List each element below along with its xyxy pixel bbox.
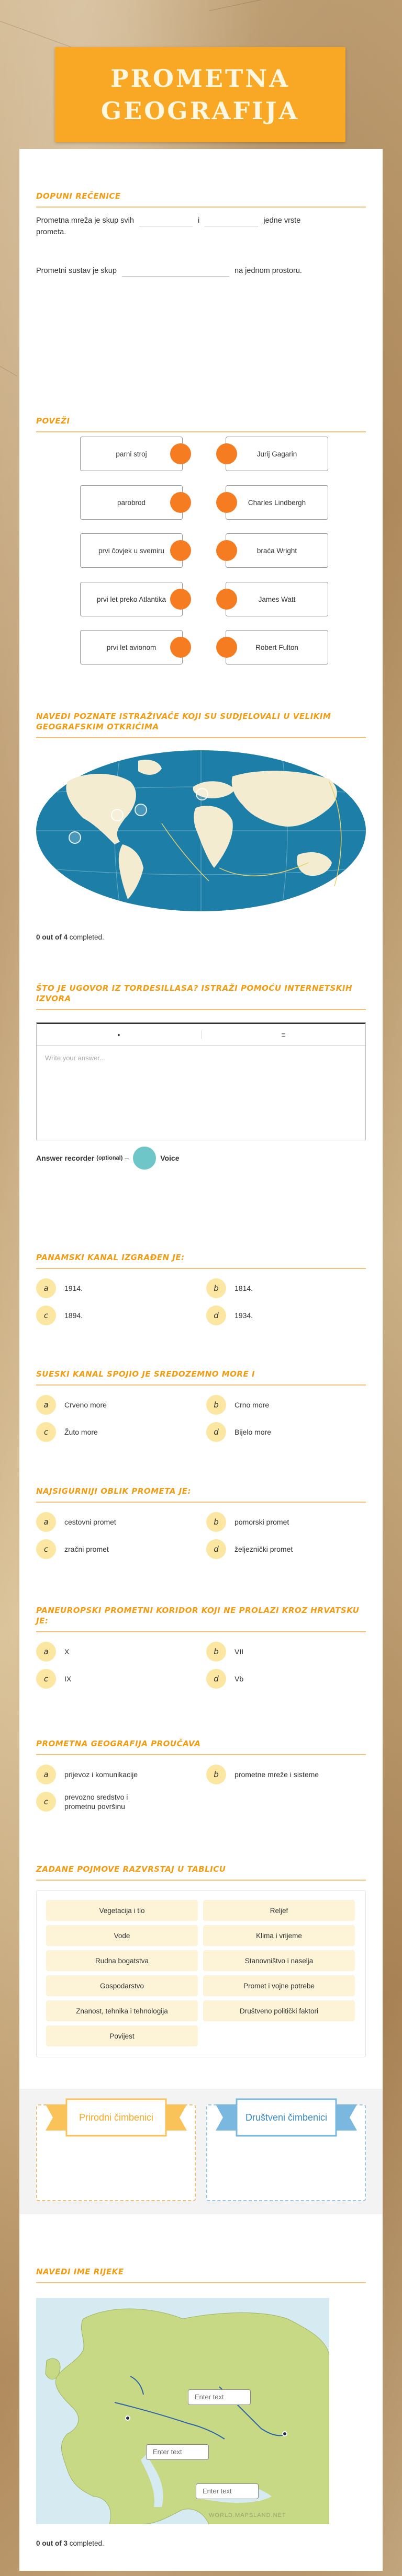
hotspot-marker[interactable] xyxy=(111,809,124,821)
option-letter-badge: c xyxy=(36,1422,56,1442)
option-text: IX xyxy=(64,1675,72,1683)
river-label-input[interactable]: Enter text xyxy=(196,2483,259,2499)
answer-option[interactable] xyxy=(206,1669,363,1689)
option-text: Bijelo more xyxy=(234,1428,272,1436)
list-button[interactable]: • xyxy=(117,1031,120,1039)
match-connector-dot[interactable] xyxy=(216,492,237,513)
answer-placeholder[interactable]: Write your answer... xyxy=(45,1054,105,1062)
mc-safest-section xyxy=(36,1486,366,1554)
option-letter-badge: a xyxy=(36,1512,56,1532)
match-connector-dot[interactable] xyxy=(170,589,191,610)
option-letter-badge: b xyxy=(206,1395,226,1415)
answer-option[interactable] xyxy=(206,1278,363,1298)
blank-input[interactable] xyxy=(205,218,258,226)
draggable-term[interactable]: Vegetacija i tlo xyxy=(46,1900,198,1921)
section-title: ZADANE POJMOVE RAZVRSTAJ U TABLICU xyxy=(36,1864,366,1881)
section-title: PANAMSKI KANAL IZGRAĐEN JE: xyxy=(36,1252,366,1269)
option-text: Vb xyxy=(234,1675,244,1683)
draggable-term[interactable]: Vode xyxy=(46,1925,198,1946)
river-label-input[interactable]: Enter text xyxy=(188,2389,251,2405)
match-connector-dot[interactable] xyxy=(216,540,237,561)
option-letter-badge: d xyxy=(206,1539,226,1559)
option-letter-badge: c xyxy=(36,1306,56,1325)
match-right-item[interactable]: Jurij Gagarin xyxy=(226,437,328,471)
answer-option[interactable] xyxy=(36,1669,193,1689)
answer-option[interactable] xyxy=(206,1306,363,1325)
option-text: Crveno more xyxy=(64,1401,107,1409)
answer-option[interactable] xyxy=(36,1512,193,1532)
river-marker xyxy=(125,2415,130,2421)
option-text: Žuto more xyxy=(64,1428,98,1436)
world-map-image xyxy=(36,750,366,911)
option-letter-badge: b xyxy=(206,1278,226,1298)
match-connector-dot[interactable] xyxy=(170,540,191,561)
match-connector-dot[interactable] xyxy=(216,589,237,610)
match-left-item[interactable]: prvi let avionom xyxy=(80,630,183,665)
answer-option[interactable] xyxy=(36,1539,193,1559)
europe-map-image xyxy=(36,2298,329,2524)
map-watermark: WORLD.MAPSLAND.NET xyxy=(209,2512,286,2518)
bucket-natural-title: Prirodni čimbenici xyxy=(79,2112,154,2123)
hotspot-marker[interactable] xyxy=(135,804,147,816)
hotspot-progress: 0 out of 4 completed. xyxy=(36,933,104,941)
option-text: cestovni promet xyxy=(64,1518,116,1526)
option-text: X xyxy=(64,1647,70,1656)
europe-map xyxy=(36,2298,329,2524)
open-question-section xyxy=(36,983,366,1010)
blank-input[interactable] xyxy=(139,218,193,226)
section-title: NAVEDI POZNATE ISTRAŽIVAČE KOJI SU SUDJELOVALI U VELIKIM GEOGRAFSKIM OTKRIĆIMA xyxy=(36,711,366,738)
option-text: prometne mreže i sisteme xyxy=(234,1770,319,1779)
section-title: PROMETNA GEOGRAFIJA PROUČAVA xyxy=(36,1738,366,1755)
mc-corridor-section xyxy=(36,1605,366,1689)
section-title: DOPUNI REČENICE xyxy=(36,191,366,208)
align-button[interactable]: ≡ xyxy=(201,1031,365,1039)
option-letter-badge: d xyxy=(206,1306,226,1325)
mc-panama-section xyxy=(36,1252,366,1320)
match-connector-dot[interactable] xyxy=(216,637,237,658)
option-text: VII xyxy=(234,1647,244,1656)
section-title: ŠTO JE UGOVOR IZ TORDESILLASA? ISTRAŽI POMOĆU INTERNETSKIH IZVORA xyxy=(36,983,366,1010)
matching-section xyxy=(36,416,366,651)
hotspot-marker[interactable] xyxy=(196,788,208,800)
rivers-section xyxy=(36,2266,366,2283)
option-text: željeznički promet xyxy=(234,1545,293,1553)
option-letter-badge: c xyxy=(36,1669,56,1689)
fill-in-section xyxy=(36,191,366,277)
option-letter-badge: a xyxy=(36,1278,56,1298)
option-letter-badge: a xyxy=(36,1765,56,1784)
answer-editor[interactable] xyxy=(36,1022,366,1140)
worksheet-card xyxy=(19,149,383,2571)
river-label-input[interactable]: Enter text xyxy=(146,2444,209,2460)
hotspot-section xyxy=(36,711,366,738)
match-left-item[interactable]: prvi let preko Atlantika xyxy=(80,582,183,616)
option-text: 1894. xyxy=(64,1311,83,1320)
answer-option[interactable] xyxy=(206,1642,363,1662)
hotspot-marker[interactable] xyxy=(69,831,81,844)
page-title-banner xyxy=(55,47,345,142)
rivers-progress: 0 out of 3 completed. xyxy=(36,2539,104,2547)
option-text: prevozno sredstvo i prometnu površinu xyxy=(64,1793,128,1811)
draggable-term[interactable]: Reljef xyxy=(203,1900,355,1921)
bucket-social-title: Društveni čimbenici xyxy=(245,2112,328,2123)
draggable-term[interactable]: Znanost, tehnika i tehnologija xyxy=(46,2000,198,2021)
option-letter-badge: c xyxy=(36,1792,56,1812)
river-marker xyxy=(282,2431,287,2436)
background-decoration xyxy=(0,366,17,376)
classify-section xyxy=(36,1864,366,1881)
option-letter-badge: b xyxy=(206,1765,226,1784)
answer-option[interactable] xyxy=(206,1765,363,1784)
match-right-item[interactable]: Robert Fulton xyxy=(226,630,328,665)
match-left-item[interactable]: parni stroj xyxy=(80,437,183,471)
option-text: 1934. xyxy=(234,1311,253,1320)
answer-option[interactable] xyxy=(36,1278,193,1298)
section-title: PANEUROPSKI PROMETNI KORIDOR KOJI NE PROLAZI KROZ HRVATSKU JE: xyxy=(36,1605,366,1632)
answer-option[interactable] xyxy=(36,1422,193,1442)
match-connector-dot[interactable] xyxy=(170,492,191,513)
answer-option[interactable] xyxy=(36,1395,193,1415)
term-bank xyxy=(36,1890,366,2057)
editor-toolbar xyxy=(37,1023,365,1046)
answer-option[interactable] xyxy=(36,1306,193,1325)
world-map xyxy=(36,750,366,911)
answer-option[interactable] xyxy=(206,1512,363,1532)
option-letter-badge: d xyxy=(206,1669,226,1689)
option-text: zračni promet xyxy=(64,1545,109,1553)
option-text: pomorski promet xyxy=(234,1518,289,1526)
draggable-term[interactable]: Stanovništvo i naselja xyxy=(203,1950,355,1971)
draggable-term[interactable]: Povijest xyxy=(46,2025,198,2046)
page-title: PROMETNA GEOGRAFIJA xyxy=(100,64,300,125)
match-right-item[interactable]: braća Wright xyxy=(226,533,328,568)
record-button[interactable] xyxy=(133,1147,156,1170)
match-right-item[interactable]: James Watt xyxy=(226,582,328,616)
match-left-item[interactable]: prvi čovjek u svemiru xyxy=(80,533,183,568)
answer-option[interactable] xyxy=(36,1642,193,1662)
option-text: 1914. xyxy=(64,1284,83,1292)
section-title: POVEŽI xyxy=(36,416,366,432)
answer-option[interactable] xyxy=(206,1539,363,1559)
section-title: SUESKI KANAL SPOJIO JE SREDOZEMNO MORE I xyxy=(36,1369,366,1386)
option-letter-badge: a xyxy=(36,1395,56,1415)
background-decoration xyxy=(209,0,394,11)
option-letter-badge: b xyxy=(206,1512,226,1532)
answer-recorder: Answer recorder (optional) – Voice xyxy=(36,1147,180,1170)
answer-option[interactable] xyxy=(206,1395,363,1415)
option-letter-badge: d xyxy=(206,1422,226,1442)
draggable-term[interactable]: Gospodarstvo xyxy=(46,1975,198,1996)
option-letter-badge: b xyxy=(206,1642,226,1662)
match-connector-dot[interactable] xyxy=(170,637,191,658)
draggable-term[interactable]: Rudna bogatstva xyxy=(46,1950,198,1971)
blank-input[interactable] xyxy=(122,268,229,277)
mc-studies-section xyxy=(36,1738,366,1822)
answer-option[interactable] xyxy=(36,1765,193,1784)
sentence-1: Prometna mreža je skup svih i jedne vrste prometa. xyxy=(36,216,301,236)
mc-suez-section xyxy=(36,1369,366,1437)
option-text: Crno more xyxy=(234,1401,270,1409)
match-connector-dot[interactable] xyxy=(170,443,191,464)
draggable-term[interactable]: Društveno politički faktori xyxy=(203,2000,355,2021)
option-letter-badge: c xyxy=(36,1539,56,1559)
section-title: NAJSIGURNIJI OBLIK PROMETA JE: xyxy=(36,1486,366,1503)
option-text: 1814. xyxy=(234,1284,253,1292)
answer-option[interactable] xyxy=(36,1792,193,1812)
answer-option[interactable] xyxy=(206,1422,363,1442)
match-connector-dot[interactable] xyxy=(216,443,237,464)
sentence-2: Prometni sustav je skup na jednom prostoru. xyxy=(36,265,366,277)
draggable-term[interactable]: Promet i vojne potrebe xyxy=(203,1975,355,1996)
option-text: prijevoz i komunikacije xyxy=(64,1770,138,1779)
section-title: NAVEDI IME RIJEKE xyxy=(36,2266,366,2283)
option-letter-badge: a xyxy=(36,1642,56,1662)
draggable-term[interactable]: Klima i vrijeme xyxy=(203,1925,355,1946)
match-left-item[interactable]: parobrod xyxy=(80,485,183,520)
match-right-item[interactable]: Charles Lindbergh xyxy=(226,485,328,520)
